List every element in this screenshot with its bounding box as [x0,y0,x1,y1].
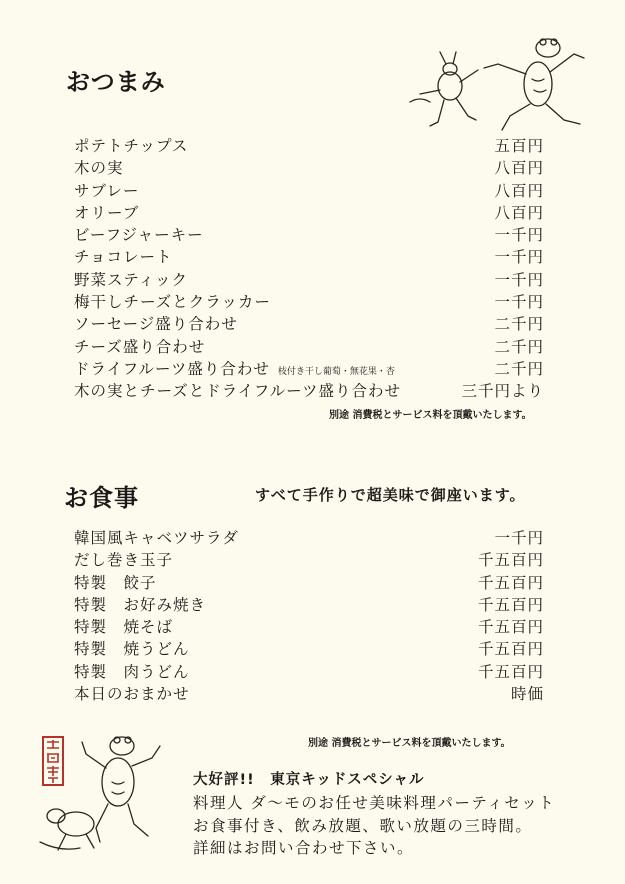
menu-item [74,268,544,290]
item-note: 枝付き干し葡萄・無花果・杏 [277,366,395,377]
menu-item [74,615,544,637]
oshokuji-menu [74,526,544,704]
item-price: 八百円 [494,159,544,178]
menu-item [74,201,544,223]
menu-item [74,682,544,704]
section-title-oshokuji: お食事 [64,484,139,512]
item-price: 一千円 [494,226,544,245]
item-price: 二千円 [494,315,544,334]
item-price: 一千円 [494,270,544,289]
item-name: ソーセージ盛り合わせ [74,315,238,334]
otsumami-menu [74,134,544,402]
menu-item [74,357,544,379]
item-price: 二千円 [494,337,544,356]
item-name: 特製 お好み焼き [74,595,207,614]
menu-item [74,379,544,401]
item-name: だし巻き玉子 [74,551,174,570]
item-name: 特製 焼そば [74,618,174,637]
tax-footnote: 別途 消費税とサービス料を頂戴いたします。 [329,410,532,421]
item-name: 梅干しチーズとクラッカー [74,293,271,312]
menu-item [74,660,544,682]
menu-item [74,223,544,245]
seal-stamp [42,736,64,786]
menu-item [74,312,544,334]
item-name: 韓国風キャベツサラダ [74,529,239,547]
item-price: 千五百円 [477,662,544,681]
menu-item [74,548,544,570]
item-price: 一千円 [494,529,544,547]
item-name: 木の実とチーズとドライフルーツ盛り合わせ [74,382,402,401]
menu-item [74,526,544,548]
special-offer [193,768,555,860]
item-price: 二千円 [494,359,544,378]
item-name: ドライフルーツ盛り合わせ [74,359,270,378]
item-price: 千五百円 [477,551,544,570]
item-price: 千五百円 [477,595,544,614]
menu-item [74,245,544,267]
special-line: お食事付き、飲み放題、歌い放題の三時間。 [193,816,533,835]
item-name: 特製 焼うどん [74,640,190,659]
item-price: 千五百円 [477,618,544,637]
special-title: 大好評!! 東京キッドスペシャル [193,772,425,788]
item-price: 千五百円 [477,573,544,592]
menu-item [74,637,544,659]
menu-item [74,335,544,357]
item-price: 一千円 [494,293,544,312]
menu-item [74,571,544,593]
item-name: 木の実 [74,159,124,178]
menu-item [74,290,544,312]
item-name: 本日のおまかせ [74,685,190,704]
menu-item [74,134,544,156]
special-line: 詳細はお問い合わせ下さい。 [193,839,415,857]
special-line: 料理人 ダ〜モのお任せ美味料理パーティセット [193,794,556,812]
item-name: チョコレート [74,248,173,267]
menu-item [74,593,544,615]
item-name: チーズ盛り合わせ [74,337,206,356]
menu-item [74,179,544,201]
item-price: 八百円 [494,203,544,222]
item-name: ポテトチップス [74,137,189,155]
item-name: ビーフジャーキー [74,226,204,245]
item-name: サブレー [74,181,140,200]
item-price: 千五百円 [477,640,544,659]
item-price: 時価 [510,685,544,704]
item-price: 一千円 [494,248,544,267]
item-name: オリーブ [74,203,140,222]
item-name: 野菜スティック [74,270,188,289]
item-name: 特製 餃子 [74,573,157,592]
item-price: 三千円より [461,382,544,401]
frog-rabbit-illustration [398,24,598,134]
item-price: 五百円 [494,137,544,155]
section-tagline: すべて手作りで超美味で御座います。 [255,486,526,504]
section-title-otsumami: おつまみ [66,68,166,96]
item-price: 八百円 [494,181,544,200]
item-name: 特製 肉うどん [74,662,190,681]
menu-item [74,156,544,178]
tax-footnote: 別途 消費税とサービス料を頂戴いたします。 [308,738,511,749]
